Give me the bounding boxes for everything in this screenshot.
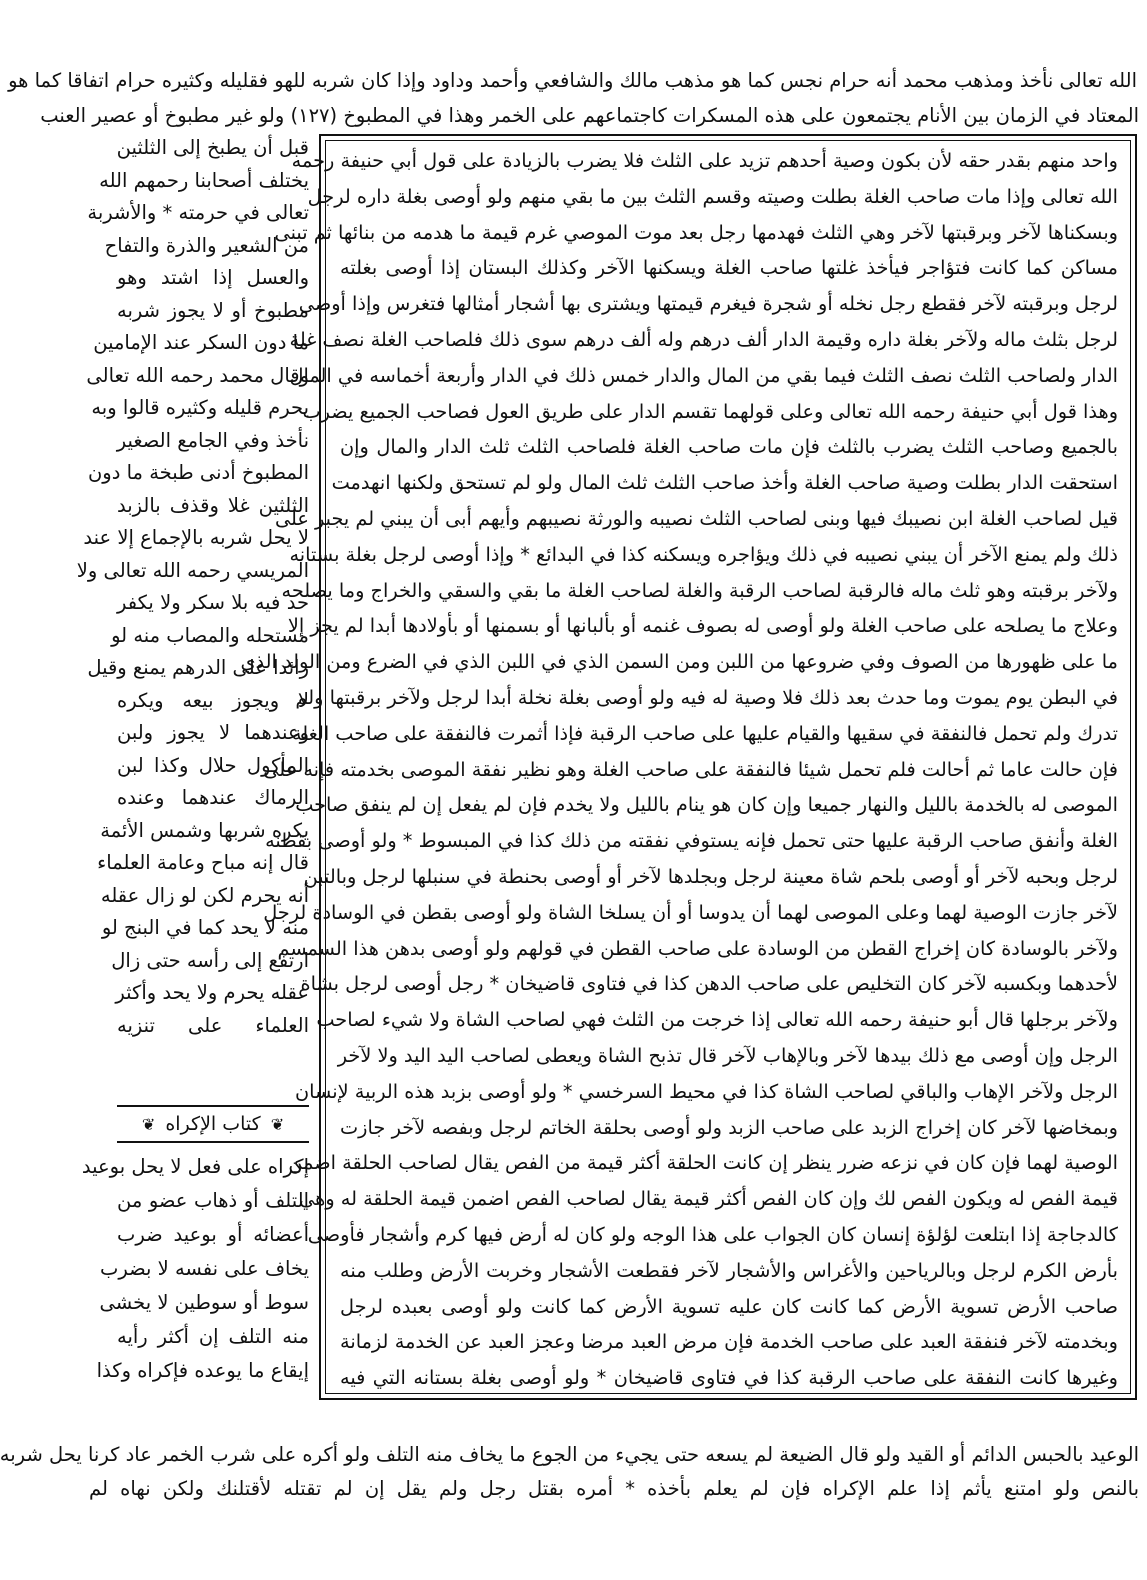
margin-text-line: نأخذ وفي الجامع الصغير bbox=[116, 428, 309, 452]
main-text-line: الدار ولصاحب الثلث نصف الثلث فيما بقي من المال والدار خمس ذلك في الدار وأربعة أخماسه في المال bbox=[289, 363, 1118, 387]
chapter-heading bbox=[117, 1105, 309, 1143]
margin-text-line: مطبوخ أو لا يجوز شربه bbox=[117, 298, 309, 322]
main-text-line: وعلاج ما يصلحه على صاحب الغلة ولو أوصى له بصوف غنمه أو بألبانها أو بسمنها أو بأولادها أبدا لم يجز إلا bbox=[287, 614, 1118, 638]
main-text-line: كالدجاجة إذا ابتلعت لؤلؤة إنسان كان الجواب على هذا الوجه ولو كان له أرض فيها كرم وأشجار فأوصى bbox=[307, 1222, 1118, 1246]
margin-text-line: ارتفع إلى رأسه حتى زال bbox=[111, 948, 309, 972]
bottom-line-1: الوعيد بالحبس الدائم أو القيد ولو قال الضيعة لم يسعه حتى يجيء من الجوع ما يخاف منه التلف ولو أكره على شرب الخمر عاد كرنا يحل شربه bbox=[0, 1443, 1139, 1466]
main-text-line: صاحب الأرض تسوية الأرض كما كانت كان عليه تسوية الأرض كما كانت ولو أوصى بعبده لرجل bbox=[340, 1294, 1118, 1318]
main-text-line: الرجل ولآخر الإهاب والباقي لصاحب الشاة كذا في محيط السرخسي * ولو أوصى بزبد هذه الربية لإنسان bbox=[295, 1079, 1118, 1103]
main-text-line: الغلة وأنفق صاحب الرقبة عليها حتى تحمل فإنه يستوفي نفقته من ذلك كذا في المبسوط * ولو أوصى بقطنه bbox=[265, 829, 1118, 853]
main-text-line: ولآخر برجلها قال أبو حنيفة رحمه الله تعالى إذا خرجت من الثلث فهي لصاحب الشاة ولا شيء لصاحب bbox=[316, 1008, 1118, 1032]
main-text-line: لرجل وبحبه لآخر أو أوصى بلحم شاة معينة لرجل وبجلدها لآخر أو أوصى بحنطة في سنبلها لرجل وبالتبن bbox=[303, 864, 1118, 888]
margin-text-line: قال إنه مباح وعامة العلماء bbox=[97, 851, 309, 874]
ornament-icon: ❦ bbox=[270, 1114, 285, 1134]
main-text-line: وبمخاضها لآخر كان إخراج الزبد على صاحب الزبد ولو أوصى بحلقة الخاتم لرجل وبفصه لآخر جازت bbox=[340, 1115, 1118, 1139]
margin-text-line: سوط أو سوطين لا يخشى bbox=[99, 1291, 309, 1314]
main-text-line: الموصى له بالخدمة بالليل والنهار جميعا وإن كان هو ينام بالليل ولا يخدم فإن لم يفعل إن لم ينفق صاحب bbox=[295, 793, 1118, 817]
main-text-line: لآخر جازت الوصية لهما وعلى الموصى لهما أن يدوسا أو أن يسلخا الشاة ولو أوصى بقطن في الوسادة لرجل bbox=[263, 900, 1118, 924]
margin-text-line: من الشعير والذرة والتفاح bbox=[104, 233, 309, 257]
main-text-line: الرجل وإن أوصى مع ذلك بيدها لآخر وبالإهاب لآخر قال تذبح الشاة ويعطى لصاحب اليد اليد ولا لآخر bbox=[337, 1043, 1118, 1067]
margin-text-line: لا يحل شربه بالإجماع إلا عند bbox=[83, 526, 309, 549]
main-text-line: الله تعالى وإذا مات صاحب الغلة بطلت وصيته وقسم الثلث بين ما بقي منهم ولو أوصى بغلة داره لرجل bbox=[307, 184, 1118, 208]
margin-text-line: لا ويجوز بيعه ويكره bbox=[117, 688, 309, 712]
margin-text-line: تعالى في حرمته * والأشربة bbox=[87, 201, 309, 224]
top-line-2: المعتاد في الزمان بين الأنام يجتمعون على هذه المسكرات كاجتماعهم على الخمر وهذا في المطبوخ (١٢٧) ولو غير مطبوخ أو عصير العنب bbox=[40, 104, 1139, 127]
margin-text-line: منه لا يحد كما في البنج لو bbox=[101, 916, 309, 939]
main-text-line: ذلك ولم يمنع الآخر أن يبني نصيبه في ذلك ويؤاجره ويسكنه كذا في البدائع * وإذا أوصى لرجل بغلة بستانه bbox=[289, 542, 1118, 566]
margin-text-line: التلف أو ذهاب عضو من bbox=[117, 1189, 309, 1212]
margin-text-line: إكراه على فعل لا يحل بوعيد bbox=[81, 1155, 309, 1178]
main-text-line: قيل لصاحب الغلة ابن نصيبك فيها وبنى لصاحب الثلث نصيبه والورثة نصيبهم وأيهم أبى أن يبني لم يجبر على bbox=[274, 506, 1118, 530]
main-text-line: في البطن يوم يموت وما حدث بعد ذلك فلا وصية له فيه ولو أوصى بغلة نخلة أبدا لرجل ولآخر برقبتها ولم bbox=[295, 685, 1118, 709]
main-text-line: قيمة الفص له ويكون الفص لك وإن كان الفص أكثر قيمة يقال لصاحب الفص اضمن قيمة الحلقة له وهي bbox=[299, 1187, 1118, 1211]
main-text-line: بأرض الكرم لرجل وبالرياحين والأغراس والأشجار لآخر فقطعت الأشجار وخربت الأرض وطلب منه bbox=[340, 1258, 1118, 1282]
main-text-line: استحقت الدار بطلت وصية صاحب الغلة وأخذ صاحب الثلث ثلث المال ولو لم تستحق ولكنها انهدمت bbox=[331, 471, 1118, 495]
main-text-line: ما على ظهورها من الصوف وفي ضروعها من اللبن ومن السمن الذي في اللبن الذي في الضرع ومن الولد الذي bbox=[240, 650, 1118, 674]
margin-text-line: أعضائه أو بوعيد ضرب bbox=[117, 1223, 309, 1246]
margin-text-line: يكره شربها وشمس الأئمة bbox=[100, 818, 309, 842]
main-text-line: بالجميع وصاحب الثلث يضرب بالثلث فإن مات صاحب الغلة فلصاحب الثلث ثلث الدار والمال وإن bbox=[340, 435, 1118, 459]
bottom-line-2: بالنص ولو امتنع يأثم إذا علم الإكراه فإن لم يعلم بأخذه * أمره بقتل رجل ولم يقل إن لم تقتله لأقتلنك ولكن نهاه لم bbox=[89, 1477, 1139, 1500]
margin-text-line: المأكول حلال وكذا لبن bbox=[117, 753, 309, 777]
main-text-line: الوصية لهما فإن كان في نزعه ضرر ينظر إن كانت الحلقة أكثر قيمة من الفص يقال لصاحب الحلقة اضمن bbox=[288, 1151, 1118, 1175]
margin-text-line: قبل أن يطبخ إلى الثلثين bbox=[116, 136, 309, 159]
main-text-line: وبخدمته لآخر فنفقة العبد على صاحب الخدمة فإن مرض العبد مرضا وعجز العبد عن الخدمة لزمانة bbox=[340, 1330, 1118, 1354]
margin-text-line: يحرم قليله وكثيره قالوا وبه bbox=[91, 396, 309, 419]
main-text-line: تدرك ولم تحمل فالنفقة في سقيها والقيام عليها على صاحب الرقبة فإذا أثمرت فالنفقة على صاحب الغلة bbox=[291, 721, 1118, 745]
main-text-line: لرجل بثلث ماله ولآخر بغلة داره وقيمة الدار ألف درهم وله ألف درهم سوى ذلك فلصاحب الغلة نصف غلة bbox=[289, 327, 1118, 351]
top-line-1: الله تعالى نأخذ ومذهب محمد أنه حرام نجس كما هو مذهب مالك والشافعي وأحمد وداود وإذا كان شربه للهو فقليله وكثيره حرام اتفاقا كما هو bbox=[8, 69, 1137, 92]
margin-text-line: يخاف على نفسه لا بضرب bbox=[99, 1257, 309, 1280]
margin-text-line: عقله يحرم ولا يحد وأكثر bbox=[115, 981, 309, 1004]
margin-text-line: الثلثين غلا وقذف بالزبد bbox=[117, 493, 309, 517]
main-text-frame bbox=[240, 134, 1137, 1400]
margin-text-line: منه التلف إن أكثر رأيه bbox=[117, 1325, 309, 1348]
margin-text-line: زائدا على الدرهم يمنع وقيل bbox=[87, 656, 309, 679]
margin-text-line: يختلف أصحابنا رحمهم الله bbox=[99, 168, 309, 192]
margin-text-line: حد فيه بلا سكر ولا يكفر bbox=[117, 591, 309, 614]
margin-commentary-upper bbox=[76, 132, 309, 1042]
main-text-line: وهذا قول أبي حنيفة رحمه الله تعالى وعلى قولهما تقسم الدار على طريق العول فصاحب الجميع يضرب bbox=[302, 399, 1118, 423]
margin-text-line: وعندهما لا يجوز ولبن bbox=[117, 721, 309, 744]
main-text-line: وغيرها كانت النفقة على صاحب الرقبة كذا في فتاوى قاضيخان * ولو أوصى بغلة بستانه التي فيه bbox=[340, 1366, 1118, 1390]
margin-text-line: الرماك عندهما وعنده bbox=[117, 786, 309, 809]
margin-text-line: المطبوخ أدنى طبخة ما دون bbox=[87, 461, 309, 484]
main-text-line: فإن حالت عاما ثم أحالت فلم تحمل شيئا فالنفقة على صاحب الغلة وهو نظير نفقة الموصى بخدمته فإنه على bbox=[263, 757, 1118, 781]
ornament-icon: ❦ bbox=[141, 1114, 156, 1134]
margin-text-line: وقال محمد رحمه الله تعالى bbox=[86, 363, 309, 387]
main-text-body bbox=[240, 143, 1118, 1396]
margin-text-line: مستحله والمصاب منه لو bbox=[111, 623, 309, 647]
main-text-inner-border bbox=[240, 140, 1131, 1394]
main-text-line: ولآخر بالوسادة كان إخراج القطن من الوسادة على صاحب القطن في قولهم ولو أوصى بدهن هذا السمسم bbox=[277, 936, 1118, 960]
main-text-line: لأحدهما وبكسبه لآخر كان التخليص على صاحب الدهن كذا في فتاوى قاضيخان * رجل أوصى لرجل بشاة bbox=[300, 972, 1118, 996]
chapter-title: كتاب الإكراه bbox=[165, 1113, 261, 1135]
margin-text-line: إيقاع ما يوعده فإكراه وكذا bbox=[96, 1359, 309, 1382]
margin-commentary-lower bbox=[81, 1150, 309, 1388]
main-text-line: وبسكناها لآخر وبرقبتها لآخر وهي الثلث فهدمها رجل بعد موت الموصي غرم قيمة ما هدمه من بنائها ثم تبنى bbox=[274, 220, 1118, 244]
margin-text-line: ما دون السكر عند الإمامين bbox=[93, 331, 309, 354]
main-text-line: لرجل وبرقبته لآخر فقطع رجل نخله أو شجرة فيغرم قيمتها ويشترى بها أشجار أمثالها فتغرس وإذا أوصى bbox=[298, 292, 1118, 316]
main-text-line: مساكن كما كانت فتؤاجر فيأخذ غلتها صاحب الغلة ويسكنها الآخر وكذلك البستان إذا أوصى بغلته bbox=[340, 256, 1118, 280]
main-text-line: ولآخر برقبته وهو ثلث ماله فالرقبة لصاحب الرقبة والغلة لصاحب الغلة ما بقي والسقي والخراج وما يصلحه bbox=[281, 578, 1118, 602]
main-text-line: واحد منهم بقدر حقه لأن بكون وصية أحدهم تزيد على الثلث فلا يضرب بالزيادة على قول أبي حنيفة رحمه bbox=[291, 149, 1118, 172]
margin-text-line: المريسي رحمه الله تعالى ولا bbox=[76, 558, 309, 582]
margin-text-line: العلماء على تنزيه bbox=[117, 1013, 309, 1037]
margin-text-line: أنه يحرم لكن لو زال عقله bbox=[100, 883, 309, 907]
margin-text-line: والعسل إذا اشتد وهو bbox=[117, 266, 309, 289]
